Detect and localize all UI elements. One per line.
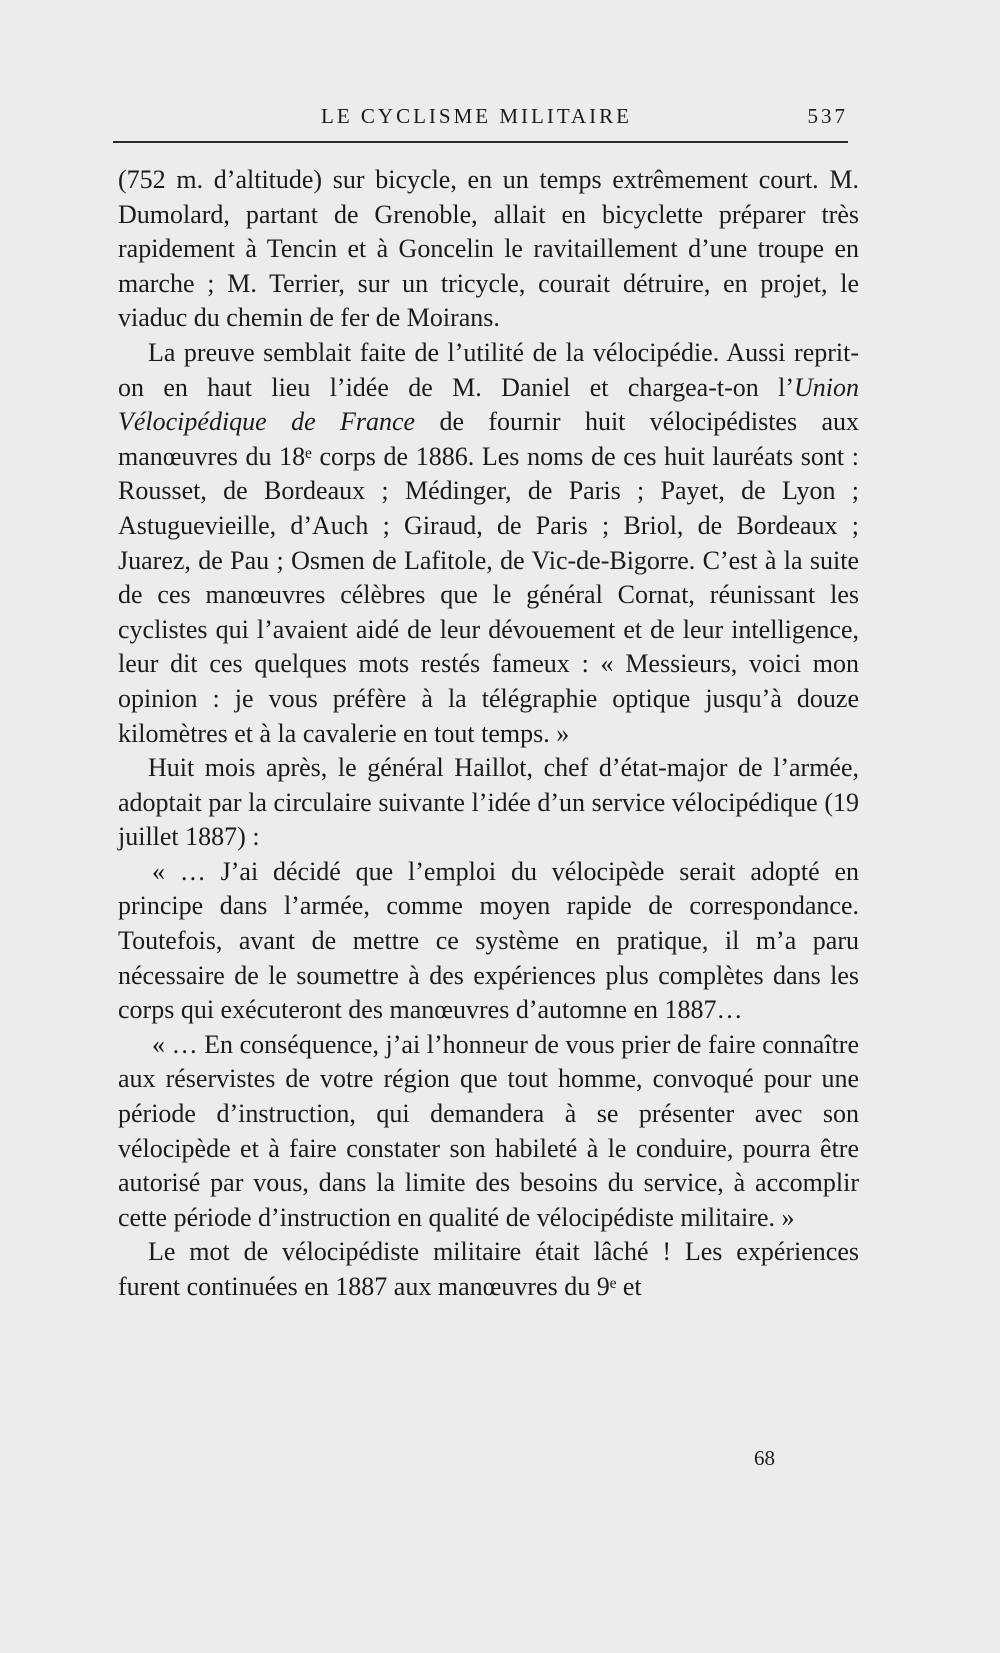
header-rule [113,141,848,143]
signature-mark: 68 [754,1446,775,1470]
paragraph-6: Le mot de vélocipédiste militaire était lâché ! Les expériences furent continuées en 1887 aux manœuvres du 9ᵉ et [118,1237,859,1301]
paragraph-2-text-b: de fournir huit vélocipédistes aux manœuvres du 18ᵉ corps de 1886. Les noms de ces huit lauréats sont : Rousset, de Bordeaux ; Médinger, de Paris ; Payet, de Lyon ; Astuguevieille, d’Auch ; Giraud, de Paris ; Briol, de Bordeaux ; Juarez, de Pau ; Osmen de Lafitole, de Vic-de-Bigorre. C’est à la suite de ces manœuvres célèbres que le général Cornat, réunissant les cyclistes qui l’avaient aidé de leur dévouement et de leur intelligence, leur dit ces quelques mots restés fameux : « Messieurs, voici mon opinion : je vous préfère à la télégraphie optique jusqu’à douze kilomètres et à la cavalerie en tout temps. » [118,407,859,748]
paragraph-2 [118,336,859,751]
running-title: LE CYCLISME MILITAIRE [321,104,632,128]
paragraph-2-text-a: La preuve semblait faite de l’utilité de la vélocipédie. Aussi reprit-on en haut lieu l’idée de M. Daniel et chargea-t-on l’ [118,337,859,402]
union-velocipedique-title: Union Vélocipédique de France [118,372,859,437]
body-text [118,163,859,1305]
quote-paragraph-1: « … J’ai décidé que l’emploi du vélocipède serait adopté en principe dans l’armée, comme moyen rapide de correspondance. Toutefois, avant de mettre ce système en pratique, il m’a paru nécessaire de le soumettre à des expériences plus complètes dans les corps qui exécuteront des manœuvres d’automne en 1887… [118,856,859,1025]
page-number: 537 [807,104,848,128]
paragraph-3: Huit mois après, le général Haillot, chef d’état-major de l’armée, adoptait par la circulaire suivante l’idée d’un service vélocipédique (19 juillet 1887) : [118,753,859,852]
paragraph-1: (752 m. d’altitude) sur bicycle, en un temps extrêmement court. M. Dumolard, partant de Grenoble, allait en bicyclette préparer très rapidement à Tencin et à Goncelin le ravitaillement d’une troupe en marche ; M. Terrier, sur un tricycle, courait détruire, en projet, le viaduc du chemin de fer de Moirans. [118,165,859,333]
quote-paragraph-2: « … En conséquence, j’ai l’honneur de vous prier de faire connaître aux réservistes de votre région que tout homme, convoqué pour une période d’instruction, qui demandera à se présenter avec son vélocipède et à faire constater son habileté à le conduire, pourra être autorisé par vous, dans la limite des besoins du service, à accomplir cette période d’instruction en qualité de vélocipédiste militaire. » [118,1029,859,1232]
running-header [113,104,848,134]
